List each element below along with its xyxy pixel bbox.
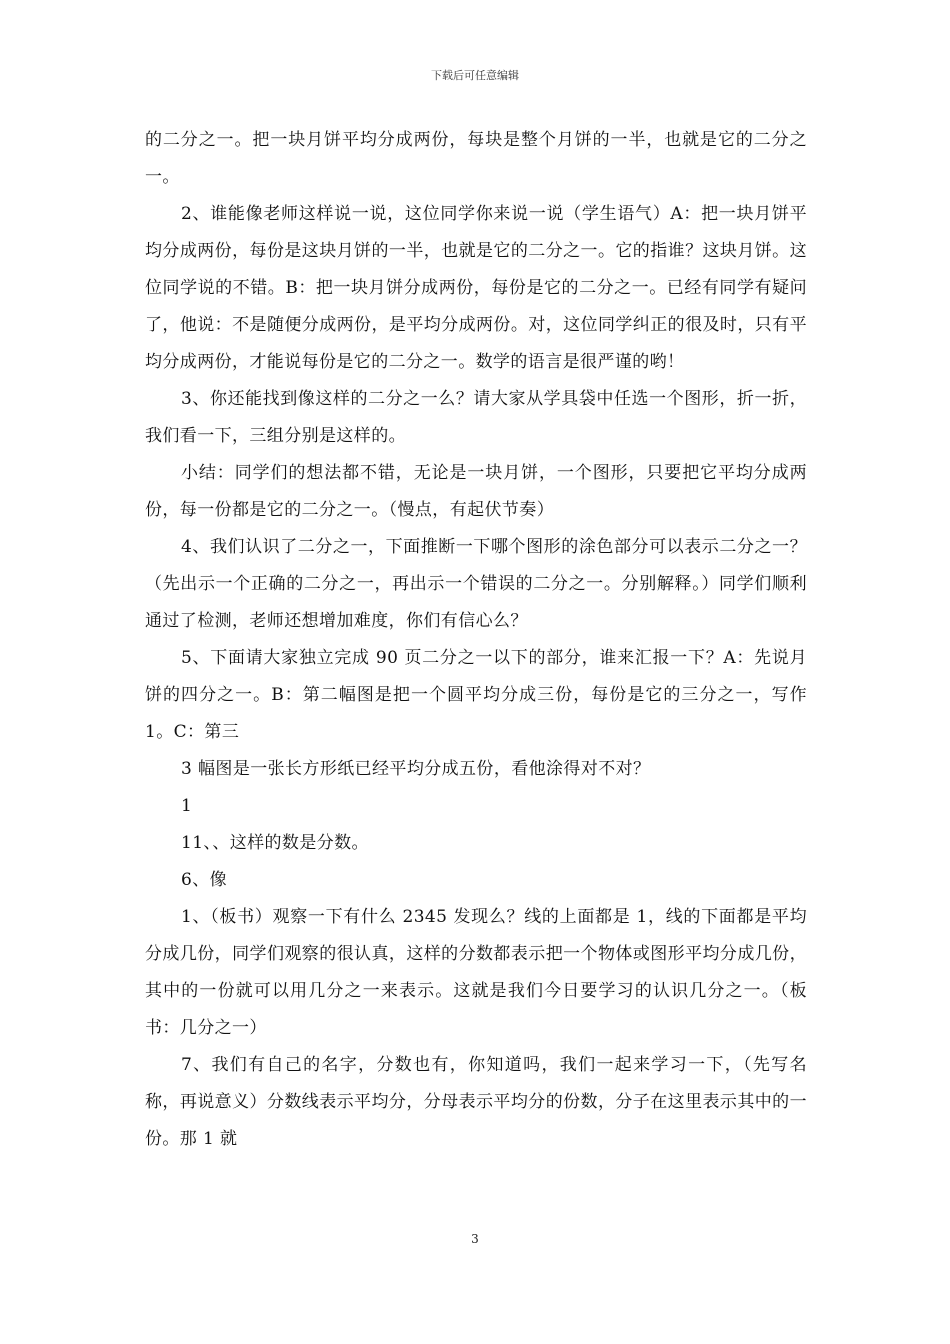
paragraph-item-3: 3、你还能找到像这样的二分之一么？请大家从学具袋中任选一个图形，折一折，我们看一下，三组分别是这样的。 — [145, 389, 807, 446]
paragraph-summary: 小结：同学们的想法都不错，无论是一块月饼，一个图形，只要把它平均分成两份，每一份都是它的二分之一。（慢点，有起伏节奏） — [145, 463, 807, 520]
paragraph-continuation: 的二分之一。把一块月饼平均分成两份，每块是整个月饼的一半，也就是它的二分之一。 — [145, 130, 807, 187]
page-header: 下载后可任意编辑 — [431, 69, 519, 82]
paragraph-item-4: 4、我们认识了二分之一，下面推断一下哪个图形的涂色部分可以表示二分之一？（先出示一个正确的二分之一，再出示一个错误的二分之一。分别解释。）同学们顺利通过了检测，老师还想增加难度，你们有信心么？ — [145, 537, 807, 631]
paragraph-numerator: 1 — [181, 796, 193, 816]
paragraph-board-note: 1、（板书）观察一下有什么 2345 发现么？线的上面都是 1，线的下面都是平均分成几份，同学们观察的很认真，这样的分数都表示把一个物体或图形平均分成几份，其中的一份就可以用几分之一来表示。这就是我们今日要学习的认识几分之一。（板书：几分之一） — [145, 907, 807, 1038]
paragraph-figure-3: 3 幅图是一张长方形纸已经平均分成五份，看他涂得对不对？ — [181, 759, 651, 779]
paragraph-fraction-note: 11、、这样的数是分数。 — [181, 833, 369, 853]
page-number: 3 — [471, 1232, 479, 1246]
paragraph-item-5: 5、下面请大家独立完成 90 页二分之一以下的部分，谁来汇报一下？A：先说月饼的四分之一。B：第二幅图是把一个圆平均分成三份，每份是它的三分之一，写作 1。C：第三 — [145, 648, 813, 742]
paragraph-item-2: 2、谁能像老师这样说一说，这位同学你来说一说（学生语气）A：把一块月饼平均分成两份，每份是这块月饼的一半，也就是它的二分之一。它的指谁？这块月饼。这位同学说的不错。B：把一块月饼分成两份，每份是它的二分之一。已经有同学有疑问了，他说：不是随便分成两份，是平均分成两份。对，这位同学纠正的很及时，只有平均分成两份，才能说每份是它的二分之一。数学的语言是很严谨的哟！ — [145, 204, 807, 372]
paragraph-item-7: 7、我们有自己的名字，分数也有，你知道吗，我们一起来学习一下，（先写名称，再说意义）分数线表示平均分，分母表示平均分的份数，分子在这里表示其中的一份。那 1 就 — [145, 1055, 807, 1149]
paragraph-item-6: 6、像 — [181, 870, 228, 890]
document-body — [145, 122, 813, 1158]
